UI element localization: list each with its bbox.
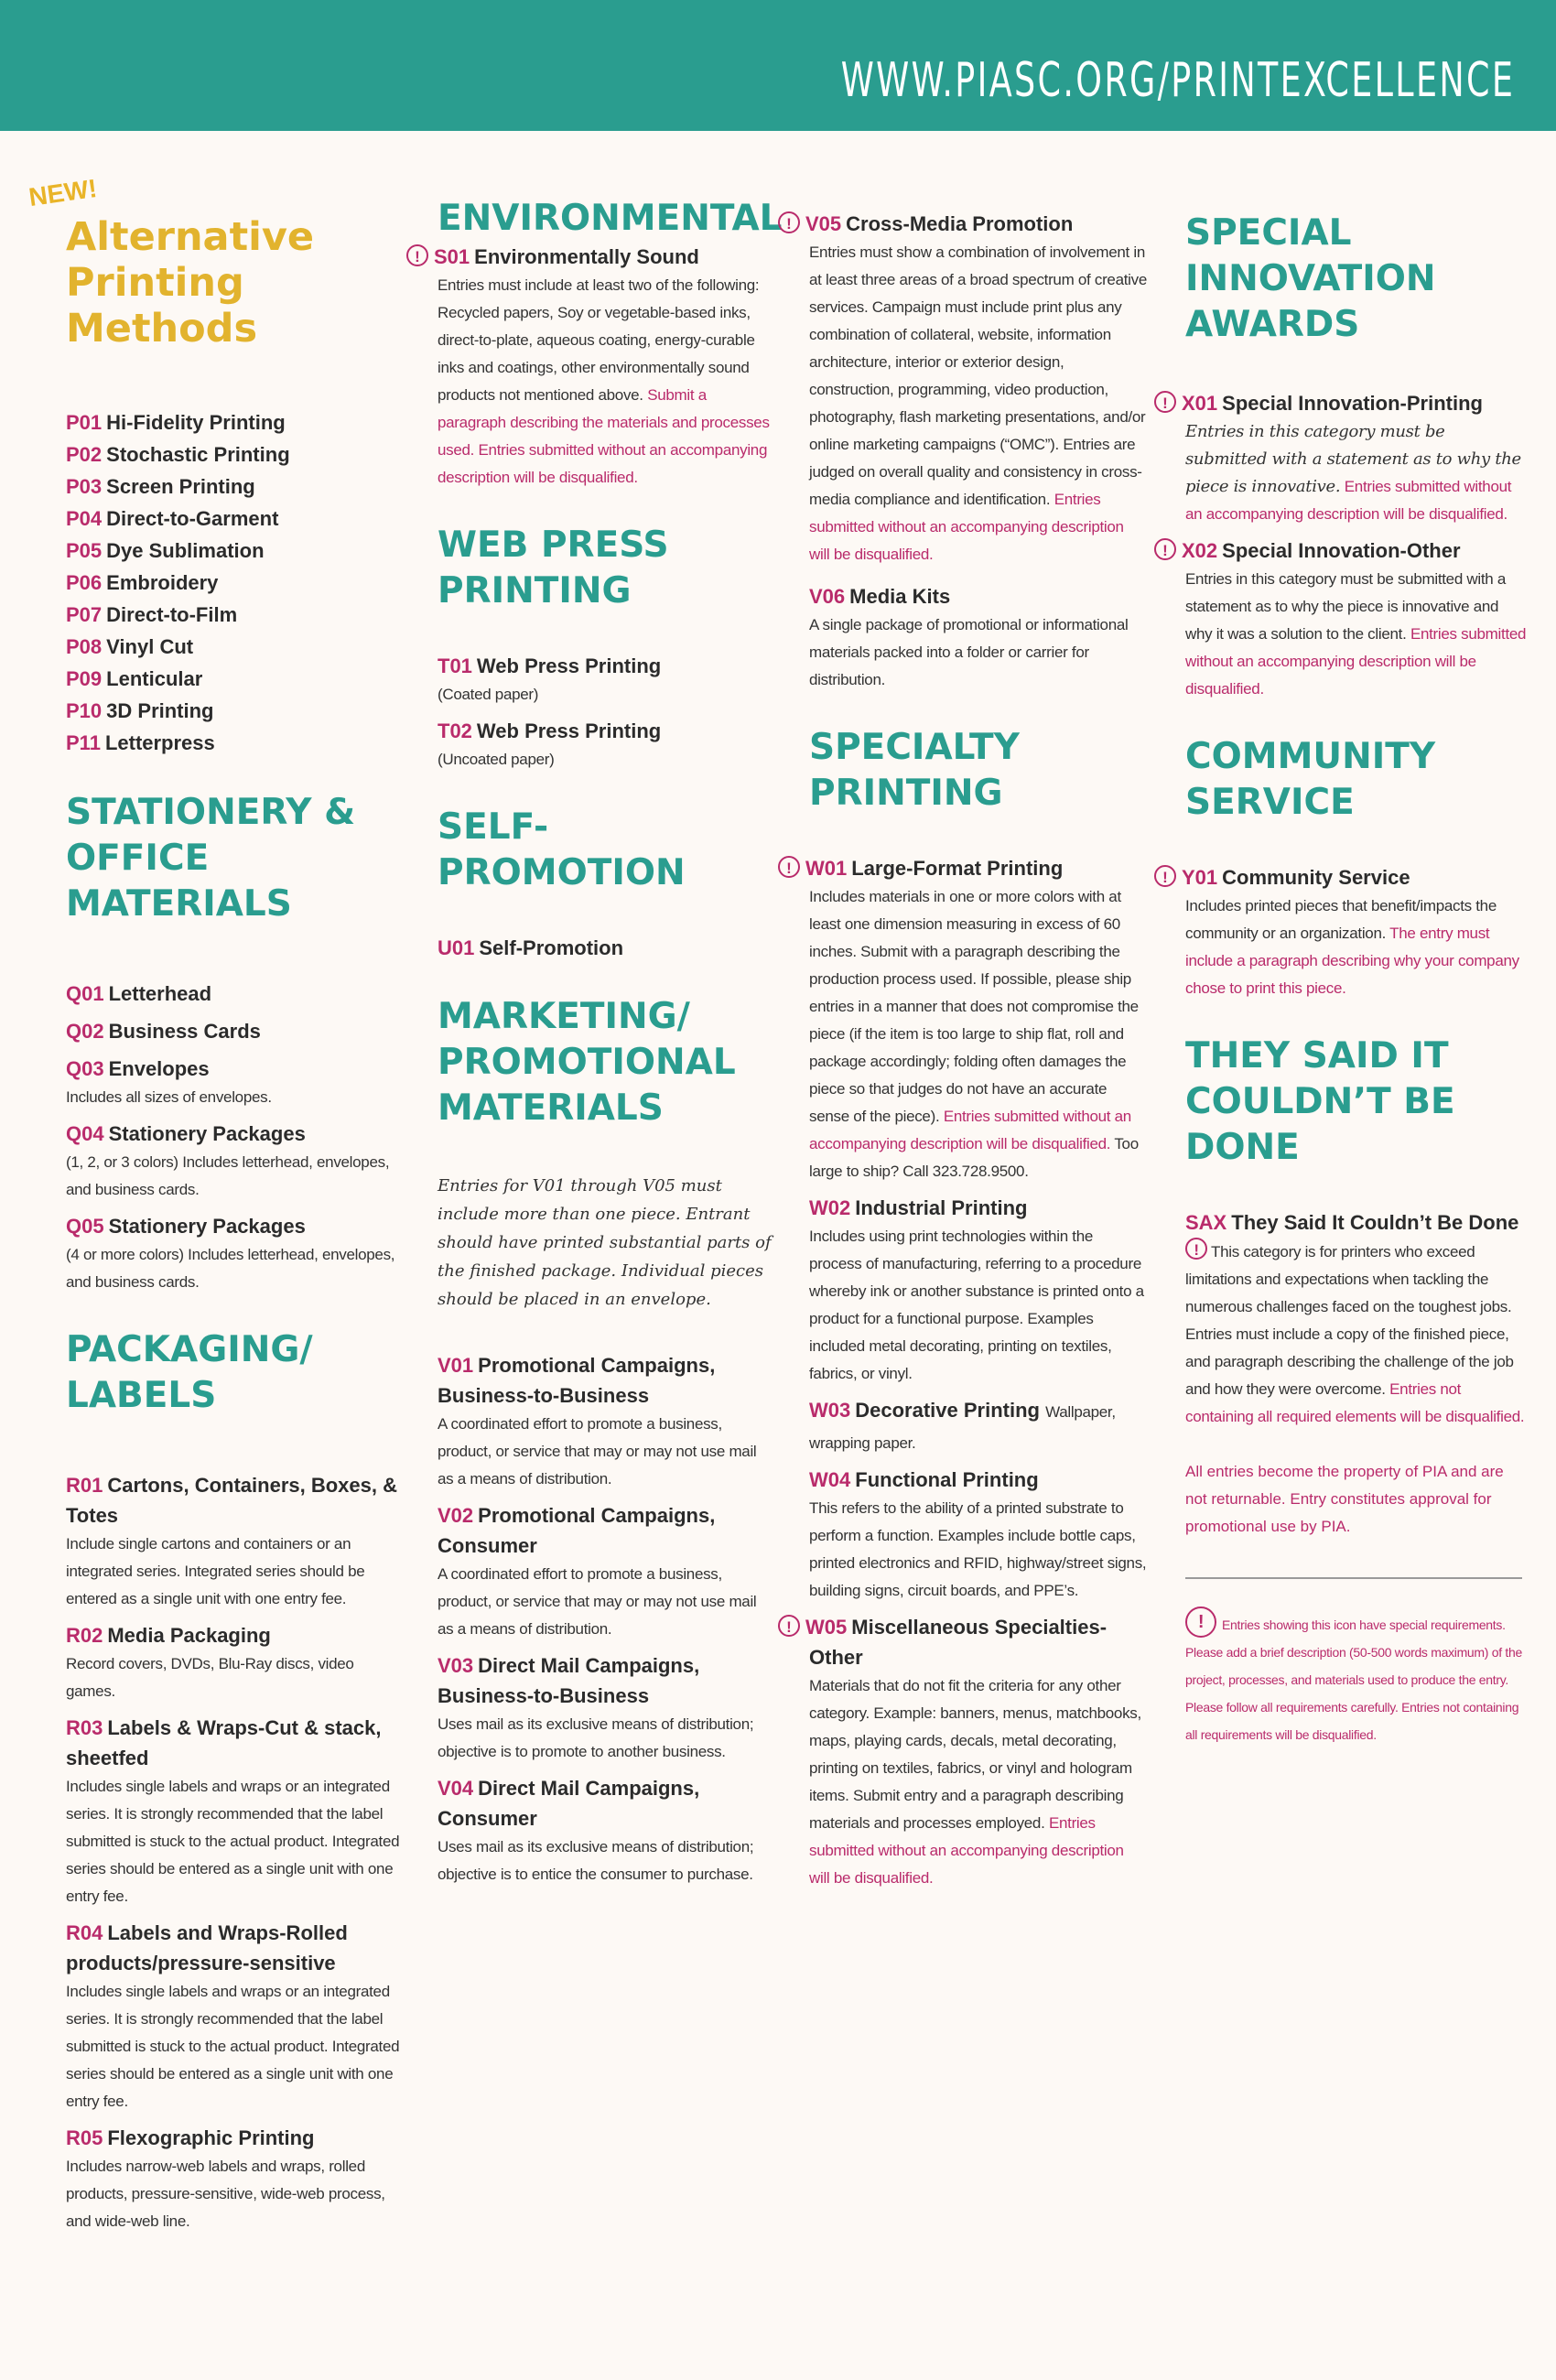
entry-code: V04 bbox=[438, 1777, 474, 1800]
list-item bbox=[66, 695, 405, 727]
entry-desc: Includes all sizes of envelopes. bbox=[66, 1088, 272, 1106]
entry-title-line bbox=[438, 1650, 776, 1711]
entry-desc: Includes single labels and wraps or an integrated series. It is strongly recommended that the label submitted is stuck to the actual product. Integrated series should be entered as a single unit with one entry fee. bbox=[66, 1778, 400, 1905]
entry-u01 bbox=[438, 933, 776, 963]
marketing-list bbox=[438, 1350, 776, 1888]
list-item bbox=[66, 663, 405, 695]
entry-title: Screen Printing bbox=[106, 475, 255, 498]
entry-code: R02 bbox=[66, 1624, 103, 1647]
list-item bbox=[438, 651, 776, 709]
entry-x02 bbox=[1162, 536, 1529, 703]
entry-title-line bbox=[66, 1713, 405, 1773]
list-item bbox=[66, 567, 405, 599]
entry-desc: Includes narrow-web labels and wraps, rolled products, pressure-sensitive, wide-web process, and wide-web line. bbox=[66, 2158, 385, 2230]
entry-title: Lenticular bbox=[106, 667, 203, 690]
list-item bbox=[438, 1500, 776, 1643]
list-item bbox=[66, 1470, 405, 1613]
list-item bbox=[66, 727, 405, 759]
entry-title-line bbox=[66, 695, 405, 727]
entry-code: Q04 bbox=[66, 1122, 104, 1145]
entry-code: P04 bbox=[66, 507, 103, 530]
entry-w05 bbox=[786, 1612, 1148, 1892]
entry-v05 bbox=[786, 209, 1148, 568]
entry-y01 bbox=[1162, 862, 1529, 1002]
exclamation-circle-icon: ! bbox=[1154, 538, 1176, 560]
entry-title-line bbox=[438, 1350, 776, 1411]
entry-title-line bbox=[66, 1470, 405, 1531]
web-press-title: WEB PRESS PRINTING bbox=[438, 525, 669, 611]
entry-code: P07 bbox=[66, 603, 103, 626]
entry-code: P05 bbox=[66, 539, 103, 562]
exclamation-circle-icon: ! bbox=[778, 211, 800, 233]
marketing-intro: Entries for V01 through V05 must include more than one piece. Entrant should have printed substantial parts of the finished package. Individual pieces should be placed in an envelope. bbox=[438, 1176, 772, 1309]
list-item bbox=[66, 438, 405, 471]
entry-title-line bbox=[66, 535, 405, 567]
entry-warning: Entries submitted without an accompanying description will be disqualified. bbox=[809, 1814, 1124, 1887]
entry-title: Direct Mail Campaigns, Business-to-Business bbox=[438, 1654, 700, 1707]
exclamation-circle-icon: ! bbox=[1154, 391, 1176, 413]
entry-title: Vinyl Cut bbox=[106, 635, 194, 658]
entry-title: Decorative Printing bbox=[855, 1399, 1040, 1422]
entry-code: U01 bbox=[438, 936, 475, 959]
entry-code: SAX bbox=[1185, 1211, 1227, 1234]
exclamation-circle-icon: ! bbox=[778, 1615, 800, 1637]
entry-title-line bbox=[66, 1119, 405, 1149]
entry-code: T01 bbox=[438, 654, 472, 677]
list-item bbox=[438, 1350, 776, 1493]
entry-title-line bbox=[66, 567, 405, 599]
list-item bbox=[66, 1054, 405, 1111]
entry-title-line bbox=[66, 631, 405, 663]
entry-title: Cross-Media Promotion bbox=[846, 212, 1074, 235]
entry-title: Dye Sublimation bbox=[106, 539, 265, 562]
entry-title: Large-Format Printing bbox=[851, 857, 1064, 880]
entry-desc: (1, 2, or 3 colors) Includes letterhead, envelopes, and business cards. bbox=[66, 1153, 390, 1198]
entry-code: W05 bbox=[805, 1616, 848, 1639]
entry-title: Environmentally Sound bbox=[474, 245, 699, 268]
entry-title-line bbox=[66, 471, 405, 503]
list-item bbox=[66, 979, 405, 1009]
stationery-title: STATIONERY & OFFICE MATERIALS bbox=[66, 792, 356, 925]
icon-note bbox=[1185, 1606, 1529, 1748]
entry-code: V01 bbox=[438, 1354, 474, 1377]
entry-code: Q05 bbox=[66, 1215, 104, 1238]
entry-code: X01 bbox=[1182, 392, 1218, 415]
entry-sax bbox=[1185, 1207, 1529, 1431]
entry-code: Y01 bbox=[1182, 866, 1218, 889]
entry-desc: Entries must include at least two of the following: Recycled papers, Soy or vegetable-based inks, direct-to-plate, aqueous coating, energy-curable inks and coatings, other environmentally sound products not mentioned above. bbox=[438, 276, 760, 404]
list-item bbox=[66, 1918, 405, 2115]
entry-title: 3D Printing bbox=[106, 699, 214, 722]
entry-title: Community Service bbox=[1222, 866, 1410, 889]
entry-title: Cartons, Containers, Boxes, & Totes bbox=[66, 1474, 397, 1527]
entry-code: V03 bbox=[438, 1654, 474, 1677]
specialty-title: SPECIALTY PRINTING bbox=[809, 727, 1020, 814]
entry-title-line bbox=[66, 1918, 405, 1978]
entry-desc: Entries in this category must be submitted with a statement as to why the piece is innovative. bbox=[1185, 422, 1521, 496]
entry-title: Business Cards bbox=[108, 1020, 261, 1043]
entry-code: P08 bbox=[66, 635, 103, 658]
entry-w01 bbox=[786, 853, 1148, 1185]
entry-desc: (Coated paper) bbox=[438, 686, 539, 703]
list-item bbox=[66, 471, 405, 503]
packaging-title: PACKAGING/ LABELS bbox=[66, 1329, 313, 1416]
entry-title-line bbox=[66, 979, 405, 1009]
entry-code: Q01 bbox=[66, 982, 104, 1005]
entry-title: They Said It Couldn’t Be Done bbox=[1231, 1211, 1519, 1234]
entry-desc: This category is for printers who exceed limitations and expectations when tackling the numerous challenges faced on the toughest jobs. Entries must include a copy of the finished piece, and paragraph describing the challenge of the job and how they were overcome. bbox=[1185, 1243, 1514, 1398]
entry-title: Letterpress bbox=[104, 731, 215, 754]
entry-title: Special Innovation-Other bbox=[1222, 539, 1461, 562]
column-4 bbox=[1162, 183, 1529, 1748]
column-3 bbox=[786, 183, 1148, 1899]
entry-code: W03 bbox=[809, 1399, 851, 1422]
entry-desc: Entries must show a combination of involvement in at least three areas of a broad spectrum of creative services. Campaign must include print plus any combination of collateral, website, information architecture, interior or exterior design, construction, programming, video production, photography, flash marketing presentations, and/or online marketing campaigns (“OMC”). Entries are judged on overall quality and consistency in cross-media compliance and identification. bbox=[809, 243, 1147, 508]
entry-title-line bbox=[66, 599, 405, 631]
entry-title: Letterhead bbox=[108, 982, 212, 1005]
website-url[interactable]: WWW.PIASC.ORG/PRINTEXCELLENCE bbox=[840, 53, 1515, 108]
entry-title: Web Press Printing bbox=[476, 719, 662, 742]
entry-desc: Wallpaper, wrapping paper. bbox=[809, 1403, 1116, 1452]
entry-code: R01 bbox=[66, 1474, 103, 1497]
entry-code: Q03 bbox=[66, 1057, 104, 1080]
entry-code: Q02 bbox=[66, 1020, 104, 1043]
entry-desc: Materials that do not fit the criteria for any other category. Example: banners, menus, matchbooks, maps, playing cards, decals, metal decorating, printing on textiles, fabrics, or vinyl and hologram items. Submit entry and a paragraph describing materials and processes employed. bbox=[809, 1677, 1141, 1832]
entry-code: R03 bbox=[66, 1716, 103, 1739]
entry-title-line bbox=[438, 1500, 776, 1561]
entry-x01 bbox=[1162, 388, 1529, 528]
entry-desc: A coordinated effort to promote a business, product, or service that may or may not use mail as a means of distribution. bbox=[438, 1415, 757, 1488]
entry-s01 bbox=[415, 242, 776, 492]
entry-title: Self-Promotion bbox=[479, 936, 624, 959]
column-1 bbox=[27, 173, 405, 2243]
entry-title: Media Kits bbox=[849, 585, 951, 608]
new-badge: NEW! bbox=[27, 173, 99, 212]
list-item bbox=[438, 716, 776, 774]
entry-title-line bbox=[438, 716, 776, 746]
entry-desc: A coordinated effort to promote a business, product, or service that may or may not use mail as a means of distribution. bbox=[438, 1565, 757, 1638]
entry-title: Web Press Printing bbox=[476, 654, 662, 677]
entry-desc: Entries in this category must be submitted with a statement as to why the piece is innovative and why it was a solution to the client. bbox=[1185, 570, 1507, 643]
entry-code: P10 bbox=[66, 699, 103, 722]
environmental-title: ENVIRONMENTAL bbox=[438, 198, 783, 239]
entry-w03 bbox=[809, 1395, 1148, 1457]
entry-desc: (4 or more colors) Includes letterhead, envelopes, and business cards. bbox=[66, 1246, 395, 1291]
entry-title-line bbox=[66, 438, 405, 471]
header-bar bbox=[0, 0, 1556, 131]
entry-title-line bbox=[438, 1773, 776, 1834]
entry-desc: A single package of promotional or informational materials packed into a folder or carrier for distribution. bbox=[809, 616, 1129, 688]
entry-title: Hi-Fidelity Printing bbox=[106, 411, 286, 434]
entry-desc: Includes materials in one or more colors with at least one dimension measuring in excess of 60 inches. Submit with a paragraph describing the production process used. If possible, please ship entries in a manner that does not compromise the piece (if the item is too large to ship flat, roll and package accordingly; folding often damages the piece so that judges do not have an accurate sense of the piece). bbox=[809, 888, 1139, 1125]
entry-title: Industrial Printing bbox=[855, 1196, 1028, 1219]
entry-title: Media Packaging bbox=[107, 1624, 271, 1647]
entry-code: V06 bbox=[809, 585, 846, 608]
entry-code: S01 bbox=[434, 245, 470, 268]
list-item bbox=[66, 2123, 405, 2235]
entry-code: W01 bbox=[805, 857, 848, 880]
alt-printing-list bbox=[66, 406, 405, 759]
entry-w02 bbox=[809, 1193, 1148, 1388]
special-innovation-title: SPECIAL INNOVATION AWARDS bbox=[1185, 212, 1436, 345]
entry-title: Promotional Campaigns, Consumer bbox=[438, 1504, 716, 1557]
entry-code: P01 bbox=[66, 411, 103, 434]
list-item bbox=[66, 1211, 405, 1296]
entry-title: Stochastic Printing bbox=[106, 443, 290, 466]
entry-code: X02 bbox=[1182, 539, 1218, 562]
entry-title: Envelopes bbox=[108, 1057, 210, 1080]
entry-code: R04 bbox=[66, 1921, 103, 1944]
list-item bbox=[438, 1773, 776, 1888]
entry-desc: Includes using print technologies within the process of manufacturing, referring to a procedure whereby ink or another substance is printed onto a product for a functional purpose. Examples included metal decorating, printing on textiles, fabrics, or vinyl. bbox=[809, 1228, 1144, 1382]
exclamation-circle-icon: ! bbox=[406, 244, 428, 266]
list-item bbox=[66, 1620, 405, 1705]
entry-desc: This refers to the ability of a printed substrate to perform a function. Examples include bottle caps, printed electronics and RFID, highway/street signs, building signs, circuit boards, and PPE’s. bbox=[809, 1499, 1147, 1599]
exclamation-circle-icon: ! bbox=[1185, 1606, 1216, 1638]
entry-title-line bbox=[66, 503, 405, 535]
entry-code: P06 bbox=[66, 571, 103, 594]
exclamation-circle-icon: ! bbox=[1154, 865, 1176, 887]
entry-title: Functional Printing bbox=[855, 1468, 1039, 1491]
entry-title-line bbox=[438, 651, 776, 681]
list-item bbox=[438, 1650, 776, 1766]
they-said-title: THEY SAID IT COULDN’T BE DONE bbox=[1185, 1035, 1455, 1168]
entry-title: Flexographic Printing bbox=[107, 2126, 315, 2149]
entry-title-line bbox=[66, 727, 405, 759]
entry-desc: Uses mail as its exclusive means of distribution; objective is to entice the consumer to purchase. bbox=[438, 1838, 754, 1883]
marketing-title: MARKETING/ PROMOTIONAL MATERIALS bbox=[438, 996, 736, 1129]
list-item bbox=[66, 503, 405, 535]
entry-tail: Too large to ship? Call 323.728.9500. bbox=[809, 1135, 1139, 1180]
entry-warning: Entries submitted without an accompanying description will be disqualified. bbox=[809, 491, 1124, 563]
entry-title: Promotional Campaigns, Business-to-Business bbox=[438, 1354, 716, 1407]
entry-w04 bbox=[809, 1465, 1148, 1605]
alt-printing-title: Alternative Printing Methods bbox=[66, 214, 315, 352]
entry-title: Miscellaneous Specialties-Other bbox=[809, 1616, 1108, 1669]
entry-warning: The entry must include a paragraph describing why your company chose to print this piece. bbox=[1185, 925, 1519, 997]
exclamation-circle-icon: ! bbox=[1185, 1238, 1207, 1260]
community-title: COMMUNITY SERVICE bbox=[1185, 736, 1436, 823]
property-footer: All entries become the property of PIA and are not returnable. Entry constitutes approval for promotional use by PIA. bbox=[1185, 1463, 1504, 1535]
entry-code: R05 bbox=[66, 2126, 103, 2149]
entry-title-line bbox=[66, 1620, 405, 1650]
entry-warning: Submit a paragraph describing the materials and processes used. Entries submitted without an accompanying description will be disqualified. bbox=[438, 386, 770, 486]
entry-warning: Entries submitted without an accompanying description will be disqualified. bbox=[1185, 625, 1527, 698]
entry-code: P02 bbox=[66, 443, 103, 466]
entry-title-line bbox=[66, 1054, 405, 1084]
entry-title-line bbox=[66, 1211, 405, 1241]
entry-code: W02 bbox=[809, 1196, 851, 1219]
icon-note-text: Entries showing this icon have special requirements. Please add a brief description (50-500 words maximum) of the project, processes, and materials used to produce the entry. Please follow all requirements carefully. Entries not containing all requirements will be disqualified. bbox=[1185, 1617, 1522, 1742]
entry-code: P09 bbox=[66, 667, 103, 690]
entry-title: Embroidery bbox=[106, 571, 219, 594]
entry-title: Labels & Wraps-Cut & stack, sheetfed bbox=[66, 1716, 382, 1769]
entry-desc: Include single cartons and containers or an integrated series. Integrated series should be entered as a single unit with one entry fee. bbox=[66, 1535, 365, 1607]
entry-code: T02 bbox=[438, 719, 472, 742]
entry-title: Special Innovation-Printing bbox=[1222, 392, 1483, 415]
entry-title-line bbox=[66, 2123, 405, 2153]
exclamation-circle-icon: ! bbox=[778, 856, 800, 878]
entry-warning: Entries not containing all required elements will be disqualified. bbox=[1185, 1380, 1525, 1425]
entry-title-line bbox=[66, 406, 405, 438]
list-item bbox=[66, 1713, 405, 1910]
entry-warning: Entries submitted without an accompanying description will be disqualified. bbox=[809, 1108, 1131, 1152]
entry-title: Direct Mail Campaigns, Consumer bbox=[438, 1777, 700, 1830]
entry-title-line bbox=[66, 663, 405, 695]
list-item bbox=[66, 406, 405, 438]
stationery-list bbox=[66, 979, 405, 1296]
list-item bbox=[66, 535, 405, 567]
entry-warning: Entries submitted without an accompanying description will be disqualified. bbox=[1185, 478, 1512, 523]
entry-v06 bbox=[809, 581, 1148, 694]
self-promotion-title: SELF-PROMOTION bbox=[438, 806, 686, 893]
entry-desc: Includes single labels and wraps or an integrated series. It is strongly recommended that the label submitted is stuck to the actual product. Integrated series should be entered as a single unit with one entry fee. bbox=[66, 1983, 400, 2110]
entry-title: Labels and Wraps-Rolled products/pressure-sensitive bbox=[66, 1921, 348, 1974]
packaging-list bbox=[66, 1470, 405, 2235]
column-2 bbox=[415, 183, 783, 1896]
entry-desc: Uses mail as its exclusive means of distribution; objective is to promote to another business. bbox=[438, 1715, 754, 1760]
entry-code: V02 bbox=[438, 1504, 474, 1527]
entry-code: P03 bbox=[66, 475, 103, 498]
list-item bbox=[66, 1119, 405, 1204]
entry-desc: Includes printed pieces that benefit/impacts the community or an organization. bbox=[1185, 897, 1497, 942]
entry-title: Stationery Packages bbox=[108, 1122, 306, 1145]
entry-desc: (Uncoated paper) bbox=[438, 751, 555, 768]
entry-code: W04 bbox=[809, 1468, 851, 1491]
entry-title: Stationery Packages bbox=[108, 1215, 306, 1238]
web-press-list bbox=[438, 651, 776, 774]
entry-title-line bbox=[66, 1016, 405, 1046]
entry-code: P11 bbox=[66, 731, 101, 754]
list-item bbox=[66, 631, 405, 663]
entry-title: Direct-to-Garment bbox=[106, 507, 279, 530]
entry-desc: Record covers, DVDs, Blu-Ray discs, video games. bbox=[66, 1655, 354, 1700]
list-item bbox=[66, 1016, 405, 1046]
divider bbox=[1185, 1577, 1522, 1579]
entry-title: Direct-to-Film bbox=[106, 603, 238, 626]
entry-code: V05 bbox=[805, 212, 842, 235]
list-item bbox=[66, 599, 405, 631]
